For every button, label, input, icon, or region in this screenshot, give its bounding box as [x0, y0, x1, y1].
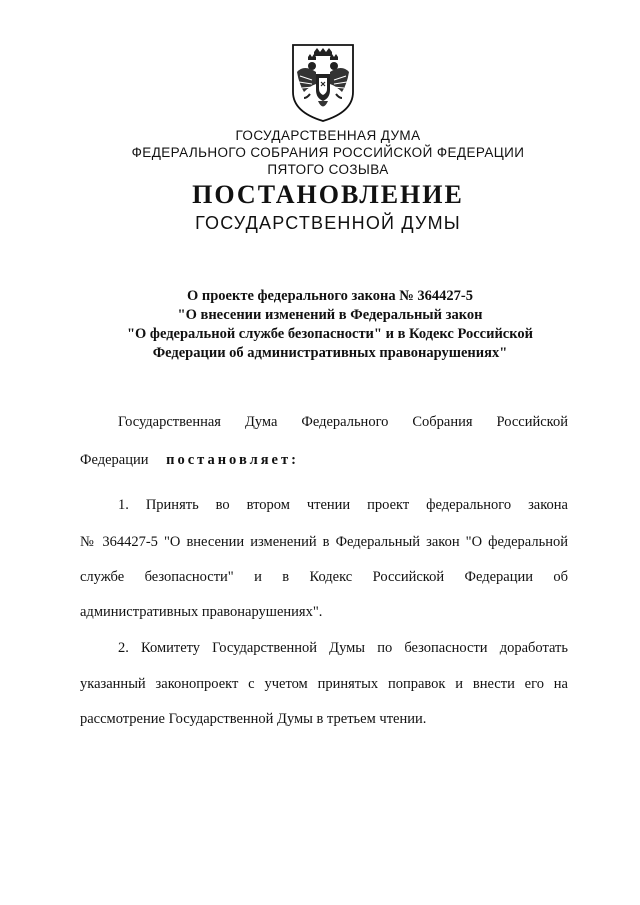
- item1-line: 1. Принять во втором чтении проект федерального закона: [118, 497, 568, 513]
- item1-line: № 364427-5 "О внесении изменений в Федеральный закон "О федеральной: [80, 534, 568, 550]
- coat-of-arms-emblem: [290, 42, 356, 124]
- item1-line: административных правонарушениях".: [80, 604, 323, 620]
- preamble-text: Федерации: [80, 452, 149, 468]
- subject-block: [30, 287, 630, 363]
- subject-line: Федерации об административных правонарушениях": [152, 345, 508, 361]
- preamble-line: [80, 452, 568, 469]
- subject-line: "О федеральной службе безопасности" и в Кодекс Российской: [126, 326, 534, 342]
- document-subtitle: ГОСУДАРСТВЕННОЙ ДУМЫ: [195, 213, 461, 233]
- issuer-line-3: ПЯТОГО СОЗЫВА: [267, 162, 389, 177]
- preamble-keyword: постановляет:: [166, 452, 299, 468]
- item2-line: 2. Комитету Государственной Думы по безопасности доработать: [118, 640, 568, 656]
- item2-line: указанный законопроект с учетом принятых поправок и внести его на: [80, 676, 568, 692]
- subject-line: О проекте федерального закона № 364427-5: [186, 288, 474, 304]
- document-title: ПОСТАНОВЛЕНИЕ: [192, 180, 464, 209]
- preamble-line: Государственная Дума Федерального Собрания Российской: [118, 414, 568, 430]
- item2-line: рассмотрение Государственной Думы в третьем чтении.: [80, 711, 427, 727]
- subject-line: "О внесении изменений в Федеральный закон: [177, 307, 483, 323]
- item1-line: службе безопасности" и в Кодекс Российской Федерации об: [80, 569, 568, 585]
- issuer-line-1: ГОСУДАРСТВЕННАЯ ДУМА: [235, 128, 421, 143]
- issuer-line-2: ФЕДЕРАЛЬНОГО СОБРАНИЯ РОССИЙСКОЙ ФЕДЕРАЦИИ: [131, 145, 525, 160]
